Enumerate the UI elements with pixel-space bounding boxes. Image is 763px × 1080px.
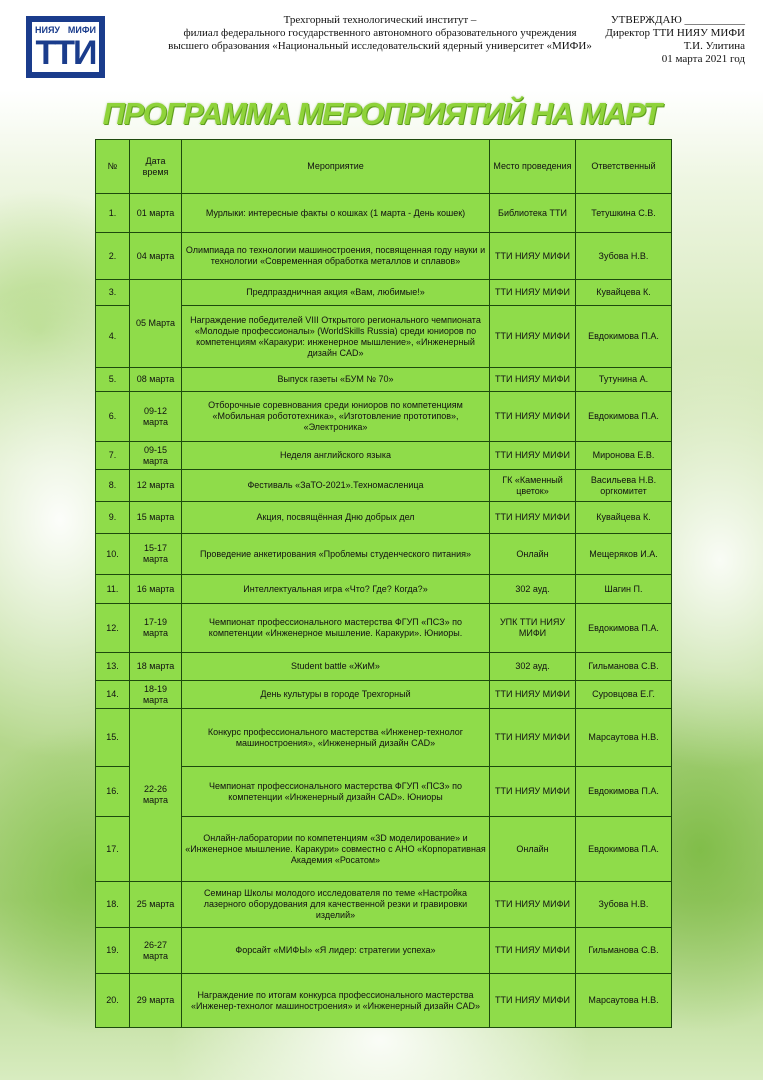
cell-responsible: Шагин П.: [576, 575, 672, 604]
page-title: ПРОГРАММА МЕРОПРИЯТИЙ НА МАРТ: [102, 96, 661, 131]
cell-responsible: Зубова Н.В.: [576, 233, 672, 280]
cell-responsible: Зубова Н.В.: [576, 882, 672, 928]
cell-responsible: Евдокимова П.А.: [576, 817, 672, 882]
cell-event: Фестиваль «ЗаТО-2021».Техномасленица: [182, 470, 490, 502]
cell-date: 04 марта: [130, 233, 182, 280]
cell-event: Акция, посвящённая Дню добрых дел: [182, 502, 490, 534]
cell-place: 302 ауд.: [490, 575, 576, 604]
cell-place: ТТИ НИЯУ МИФИ: [490, 233, 576, 280]
cell-date: 08 марта: [130, 368, 182, 392]
table-row: [96, 681, 672, 709]
cell-no: 17.: [96, 817, 130, 882]
column-header-responsible: Ответственный: [576, 140, 672, 194]
cell-no: 20.: [96, 974, 130, 1028]
cell-no: 18.: [96, 882, 130, 928]
cell-responsible: Васильева Н.В. оргкомитет: [576, 470, 672, 502]
institute-line: Трехгорный технологический институт –: [283, 14, 477, 26]
logo-inner: [32, 22, 99, 72]
cell-no: 10.: [96, 534, 130, 575]
cell-no: 2.: [96, 233, 130, 280]
cell-responsible: Марсаутова Н.В.: [576, 709, 672, 767]
cell-place: ТТИ НИЯУ МИФИ: [490, 974, 576, 1028]
cell-date: 15 марта: [130, 502, 182, 534]
cell-no: 8.: [96, 470, 130, 502]
cell-event: Неделя английского языка: [182, 442, 490, 470]
table-row: [96, 974, 672, 1028]
cell-event: Student battle «ЖиМ»: [182, 653, 490, 681]
cell-date: 18 марта: [130, 653, 182, 681]
cell-date: 09-15 марта: [130, 442, 182, 470]
cell-no: 9.: [96, 502, 130, 534]
cell-event: Мурлыки: интересные факты о кошках (1 марта - День кошек): [182, 194, 490, 233]
cell-event: Форсайт «МИФЫ» «Я лидер: стратегии успеха»: [182, 928, 490, 974]
cell-date: 18-19 марта: [130, 681, 182, 709]
cell-no: 14.: [96, 681, 130, 709]
cell-event: Чемпионат профессионального мастерства ФГУП «ПСЗ» по компетенции «Инженерное мышление. Каракури». Юниоры.: [182, 604, 490, 653]
table-row: [96, 817, 672, 882]
approval-line: 01 марта 2021 год: [661, 53, 745, 65]
cell-event: Олимпиада по технологии машиностроения, посвященная году науки и технологии «Современная обработка металлов и сплавов»: [182, 233, 490, 280]
cell-place: ТТИ НИЯУ МИФИ: [490, 709, 576, 767]
cell-no: 11.: [96, 575, 130, 604]
cell-event: Онлайн-лаборатории по компетенциям «3D моделирование» и «Инженерное мышление. Каракури» совместно с АНО «Корпоративная Академия «Росатом»: [182, 817, 490, 882]
logo-top-left: НИЯУ: [35, 25, 61, 35]
cell-event: Интеллектуальная игра «Что? Где? Когда?»: [182, 575, 490, 604]
cell-event: Чемпионат профессионального мастерства ФГУП «ПСЗ» по компетенции «Инженерный дизайн CAD». Юниоры: [182, 767, 490, 817]
table-row: [96, 928, 672, 974]
cell-responsible: Евдокимова П.А.: [576, 392, 672, 442]
table-row: [96, 575, 672, 604]
cell-no: 16.: [96, 767, 130, 817]
cell-no: 15.: [96, 709, 130, 767]
cell-place: ТТИ НИЯУ МИФИ: [490, 280, 576, 306]
cell-place: ТТИ НИЯУ МИФИ: [490, 882, 576, 928]
cell-place: Библиотека ТТИ: [490, 194, 576, 233]
table-row: [96, 502, 672, 534]
cell-responsible: Гильманова С.В.: [576, 653, 672, 681]
cell-date: 17-19 марта: [130, 604, 182, 653]
table-row: [96, 604, 672, 653]
cell-no: 3.: [96, 280, 130, 306]
table-row: [96, 280, 672, 306]
cell-place: ТТИ НИЯУ МИФИ: [490, 767, 576, 817]
cell-place: ТТИ НИЯУ МИФИ: [490, 392, 576, 442]
cell-responsible: Кувайцева К.: [576, 502, 672, 534]
cell-no: 7.: [96, 442, 130, 470]
cell-place: Онлайн: [490, 817, 576, 882]
cell-date: 22-26 марта: [130, 709, 182, 882]
cell-no: 5.: [96, 368, 130, 392]
cell-event: Награждение по итогам конкурса профессионального мастерства «Инженер-технолог машиностроения» и «Инженерный дизайн CAD»: [182, 974, 490, 1028]
cell-responsible: Евдокимова П.А.: [576, 306, 672, 368]
table-row: [96, 392, 672, 442]
cell-date: 01 марта: [130, 194, 182, 233]
column-header-no: №: [96, 140, 130, 194]
institute-line: высшего образования «Национальный исследовательский ядерный университет «МИФИ»: [168, 40, 592, 52]
cell-place: ТТИ НИЯУ МИФИ: [490, 368, 576, 392]
logo-main-text: ТТИ: [35, 34, 96, 72]
approval-line: Директор ТТИ НИЯУ МИФИ: [605, 27, 745, 39]
cell-responsible: Тетушкина С.В.: [576, 194, 672, 233]
cell-responsible: Миронова Е.В.: [576, 442, 672, 470]
table-row: [96, 306, 672, 368]
approval-block: [595, 14, 745, 66]
cell-date: 15-17 марта: [130, 534, 182, 575]
program-table: [95, 139, 672, 1028]
cell-responsible: Тутунина А.: [576, 368, 672, 392]
cell-place: ТТИ НИЯУ МИФИ: [490, 681, 576, 709]
cell-place: УПК ТТИ НИЯУ МИФИ: [490, 604, 576, 653]
table-row: [96, 470, 672, 502]
cell-place: ТТИ НИЯУ МИФИ: [490, 928, 576, 974]
table-row: [96, 368, 672, 392]
table-row: [96, 194, 672, 233]
institute-logo: [26, 16, 105, 78]
table-row: [96, 653, 672, 681]
table-row: [96, 767, 672, 817]
column-header-place: Место проведения: [490, 140, 576, 194]
cell-place: ТТИ НИЯУ МИФИ: [490, 306, 576, 368]
cell-event: Проведение анкетирования «Проблемы студенческого питания»: [182, 534, 490, 575]
cell-responsible: Марсаутова Н.В.: [576, 974, 672, 1028]
cell-event: Предпраздничная акция «Вам, любимые!»: [182, 280, 490, 306]
cell-no: 1.: [96, 194, 130, 233]
cell-date: 12 марта: [130, 470, 182, 502]
logo-top-right: МИФИ: [67, 25, 96, 35]
cell-place: ГК «Каменный цветок»: [490, 470, 576, 502]
approval-line: УТВЕРЖДАЮ ___________: [610, 14, 745, 26]
cell-place: Онлайн: [490, 534, 576, 575]
cell-responsible: Мещеряков И.А.: [576, 534, 672, 575]
column-header-event: Мероприятие: [182, 140, 490, 194]
table-row: [96, 534, 672, 575]
institute-name: [160, 14, 600, 53]
cell-date: 09-12 марта: [130, 392, 182, 442]
page-header: [0, 0, 763, 90]
cell-event: Семинар Школы молодого исследователя по теме «Настройка лазерного оборудования для качественной резки и гравировки изделий»: [182, 882, 490, 928]
cell-date: 05 Марта: [130, 280, 182, 368]
cell-responsible: Евдокимова П.А.: [576, 604, 672, 653]
table-row: [96, 233, 672, 280]
cell-date: 16 марта: [130, 575, 182, 604]
cell-no: 6.: [96, 392, 130, 442]
cell-place: ТТИ НИЯУ МИФИ: [490, 442, 576, 470]
institute-line: филиал федерального государственного автономного образовательного учреждения: [183, 27, 577, 39]
cell-responsible: Суровцова Е.Г.: [576, 681, 672, 709]
column-header-date: Дата время: [130, 140, 182, 194]
cell-no: 12.: [96, 604, 130, 653]
cell-event: Награждение победителей VIII Открытого регионального чемпионата «Молодые профессионалы» (WorldSkills Russia) среди юниоров по компетенциям «Каракури: инженерное мышление», «Инженерный дизайн CAD»: [182, 306, 490, 368]
cell-no: 13.: [96, 653, 130, 681]
cell-responsible: Кувайцева К.: [576, 280, 672, 306]
cell-responsible: Гильманова С.В.: [576, 928, 672, 974]
cell-responsible: Евдокимова П.А.: [576, 767, 672, 817]
cell-place: 302 ауд.: [490, 653, 576, 681]
cell-date: 26-27 марта: [130, 928, 182, 974]
table-row: [96, 709, 672, 767]
cell-event: День культуры в городе Трехгорный: [182, 681, 490, 709]
cell-place: ТТИ НИЯУ МИФИ: [490, 502, 576, 534]
cell-no: 4.: [96, 306, 130, 368]
cell-no: 19.: [96, 928, 130, 974]
cell-date: 29 марта: [130, 974, 182, 1028]
cell-event: Выпуск газеты «БУМ № 70»: [182, 368, 490, 392]
cell-event: Конкурс профессионального мастерства «Инженер-технолог машиностроения», «Инженерный дизайн CAD»: [182, 709, 490, 767]
table-row: [96, 442, 672, 470]
approval-line: Т.И. Улитина: [683, 40, 745, 52]
cell-event: Отборочные соревнования среди юниоров по компетенциям «Мобильная робототехника», «Изготовление прототипов», «Электроника»: [182, 392, 490, 442]
cell-date: 25 марта: [130, 882, 182, 928]
table-header-row: [96, 140, 672, 194]
table-row: [96, 882, 672, 928]
